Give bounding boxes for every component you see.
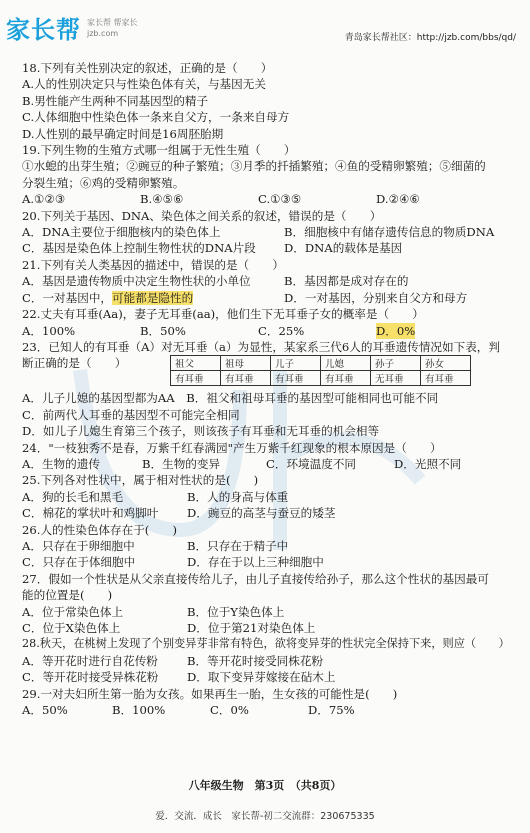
q26-row-cd (22, 554, 516, 570)
q18-option-b: B.男性能产生两种不同基因型的精子 (22, 93, 209, 108)
q26-stem: 26.人的性染色体存在于( ) (22, 522, 178, 537)
q22-option-c: C．25% (258, 323, 305, 338)
q23-option-c: C．前两代人耳垂的基因型不可能完全相同 (22, 407, 240, 422)
q21-row-cd (22, 290, 516, 306)
q28-option-b: B．等开花时接受同株花粉 (187, 653, 324, 668)
q29-stem: 29.一对夫妇所生第一胎为女孩。如果再生一胎，生女孩的可能性是( ) (22, 686, 398, 701)
table-cell: 有耳垂 (321, 371, 371, 386)
logo-slogan-line2: jzb.com (87, 28, 119, 38)
table-cell: 有耳垂 (221, 371, 271, 386)
q18-option-d: D.人性别的最早确定时间是16周胚胎期 (22, 126, 224, 141)
q26-option-a: A．只存在于卵细胞中 (22, 538, 135, 553)
q28-stem: 28.秋天，在桃树上发现了个别变异芽非常有特色，欲将变异芽的性状完全保持下来，则应（ ） (22, 637, 510, 651)
q25-option-a: A．狗的长毛和黑毛 (22, 489, 124, 504)
q21-option-c (22, 290, 284, 306)
q21-stem: 21.下列有关人类基因的描述中，错误的是（ ） (22, 257, 284, 272)
q20-stem: 20.下列关于基因、DNA、染色体之间关系的叙述，错误的是（ ） (22, 208, 382, 223)
q28-row-ab (22, 653, 516, 669)
q20-option-a: A．DNA主要位于细胞核内的染色体上 (22, 225, 221, 240)
q20-row-cd (22, 240, 516, 256)
q21-option-b: B．基因都是成对存在的 (284, 274, 409, 289)
q22-options (22, 323, 516, 339)
q27-option-a: A．位于常染色体上 (22, 604, 124, 619)
q23-stem-2: 断正确的是（ ） (22, 356, 127, 371)
q23-ear-table (170, 355, 471, 386)
q18-option-c: C.人体细胞中性染色体一条来自父方，一条来自母方 (22, 110, 290, 125)
q21-option-a: A．基因是遗传物质中决定生物性状的小单位 (22, 274, 251, 289)
q23-stem: 23．已知人的有耳垂（A）对无耳垂（a）为显性，某家系三代6人的耳垂遗传情况如下表，判 (22, 339, 500, 354)
q21-row-ab (22, 273, 516, 289)
q23-option-d: D．如儿子儿媳生育第三个孩子，则该孩子有耳垂和无耳垂的机会相等 (22, 424, 380, 439)
table-cell: 有耳垂 (171, 371, 221, 386)
table-header-row (171, 356, 471, 371)
q25-row-ab (22, 489, 516, 505)
q25-stem: 25.下列各对性状中，属于相对性状的是( ) (22, 473, 259, 488)
q29-option-d: D．75% (308, 703, 355, 718)
q27-stem-2: 能的位置是( ) (22, 588, 113, 603)
q23-option-ab: A．儿子儿媳的基因型都为AA B．祖父和祖母耳垂的基因型可能相同也可能不同 (22, 391, 439, 406)
q24-options (22, 456, 516, 472)
q28-option-d: D．取下变异芽嫁接在砧木上 (187, 670, 336, 685)
q27-row-cd (22, 620, 516, 636)
q19-items-1: ①水螅的出芽生殖；②豌豆的种子繁殖；③月季的扦插繁殖；④鱼的受精卵繁殖；⑤细菌的 (22, 159, 486, 174)
q21-option-c-text: C．一对基因中， (22, 290, 113, 305)
q27-option-c: C．位于X染色体上 (22, 621, 121, 635)
q19-option-b: B.④⑤⑥ (140, 192, 184, 207)
q27-row-ab (22, 604, 516, 620)
table-cell: 祖父 (171, 356, 221, 371)
q19-stem: 19.下列生物的生殖方式哪一组属于无性生殖（ ） (22, 143, 296, 158)
table-cell: 孙子 (371, 356, 421, 371)
q28-option-c: C．等开花时接受异株花粉 (22, 670, 159, 685)
q22-option-d: D．0% (376, 323, 416, 338)
q21-option-d: D．一对基因，分别来自父方和母方 (284, 290, 468, 305)
q28-row-cd (22, 669, 516, 685)
table-row (171, 371, 471, 386)
q29-options (22, 702, 516, 718)
q23-stem-row (22, 355, 516, 386)
q22-option-b: B．50% (140, 323, 186, 338)
q25-row-cd (22, 505, 516, 521)
table-cell: 儿子 (271, 356, 321, 371)
page-footer: 八年级生物 第3页 （共8页） (188, 779, 342, 792)
q19-options (22, 191, 516, 207)
q25-option-d: D．豌豆的高茎与蚕豆的矮茎 (187, 506, 336, 521)
logo-slogan-line1: 家长帮 帮家长 (87, 17, 138, 27)
q24-option-d: D．光照不同 (394, 456, 462, 471)
table-cell: 孙女 (421, 356, 471, 371)
page-header (0, 0, 530, 48)
q19-option-a: A.①②③ (22, 192, 66, 207)
logo-slogan (87, 17, 138, 39)
exam-page (22, 60, 516, 718)
q25-option-c: C．棉花的掌状叶和鸡脚叶 (22, 506, 159, 521)
q20-option-c: C．基因是染色体上控制生物性状的DNA片段 (22, 241, 256, 256)
q27-stem: 27．假如一个性状是从父亲直接传给儿子，由儿子直接传给孙子，那么这个性状的基因最可 (22, 571, 489, 586)
q28-option-a: A．等开花时进行自花传粉 (22, 653, 158, 668)
table-cell: 祖母 (221, 356, 271, 371)
q24-option-c: C．环境温度不同 (266, 456, 357, 471)
logo-text: 家长帮 (6, 16, 81, 44)
jzb-logo (6, 10, 138, 45)
table-cell: 无耳垂 (371, 371, 421, 386)
q24-option-b: B．生物的变异 (142, 456, 221, 471)
q25-option-b: B．人的身高与体重 (187, 489, 289, 504)
q29-option-a: A．50% (22, 703, 68, 718)
q20-row-ab (22, 224, 516, 240)
q19-items-2: 分裂生殖；⑥鸡的受精卵繁殖。 (22, 175, 185, 190)
q29-option-c: C．0% (210, 703, 249, 718)
q26-row-ab (22, 538, 516, 554)
q18-option-a: A.人的性别决定只与性染色体有关，与基因无关 (22, 77, 266, 92)
q27-option-b: B．位于Y染色体上 (187, 604, 285, 619)
q22-option-a: A．100% (22, 323, 76, 338)
q26-option-d: D．存在于以上三种细胞中 (187, 555, 324, 570)
q24-option-a: A．生物的遗传 (22, 456, 100, 471)
q26-option-c: C．只存在于体细胞中 (22, 555, 136, 570)
q22-stem: 22.丈夫有耳垂(Aa)，妻子无耳垂(aa)，他们生下无耳垂子女的概率是（ ） (22, 307, 424, 322)
q21-highlight: 可能都是隐性的 (112, 290, 194, 305)
q18-stem: 18.下列有关性别决定的叙述，正确的是（ ） (22, 61, 273, 75)
q27-option-d: D．位于第21对染色体上 (187, 621, 316, 635)
table-cell: 有耳垂 (421, 371, 471, 386)
q20-option-d: D．DNA的载体是基因 (284, 241, 403, 256)
q19-option-d: D.②④⑥ (376, 192, 420, 207)
table-cell: 有耳垂 (271, 371, 321, 386)
q24-stem: 24．"一枝独秀不是春，万紫千红春满园"产生万紫千红现象的根本原因是（ ） (22, 440, 442, 455)
q26-option-b: B．只存在于精子中 (187, 538, 289, 553)
q20-option-b: B．细胞核中有储存遗传信息的物质DNA (284, 225, 495, 240)
community-link[interactable]: 青岛家长帮社区：http://jzb.com/bbs/qd/ (344, 33, 516, 43)
table-cell: 儿媳 (321, 356, 371, 371)
group-banner: 爱．交流．成长 家长帮-初二交流群：230675335 (155, 811, 375, 822)
q19-option-c: C.①③⑤ (258, 192, 302, 207)
q29-option-b: B．100% (112, 703, 166, 718)
